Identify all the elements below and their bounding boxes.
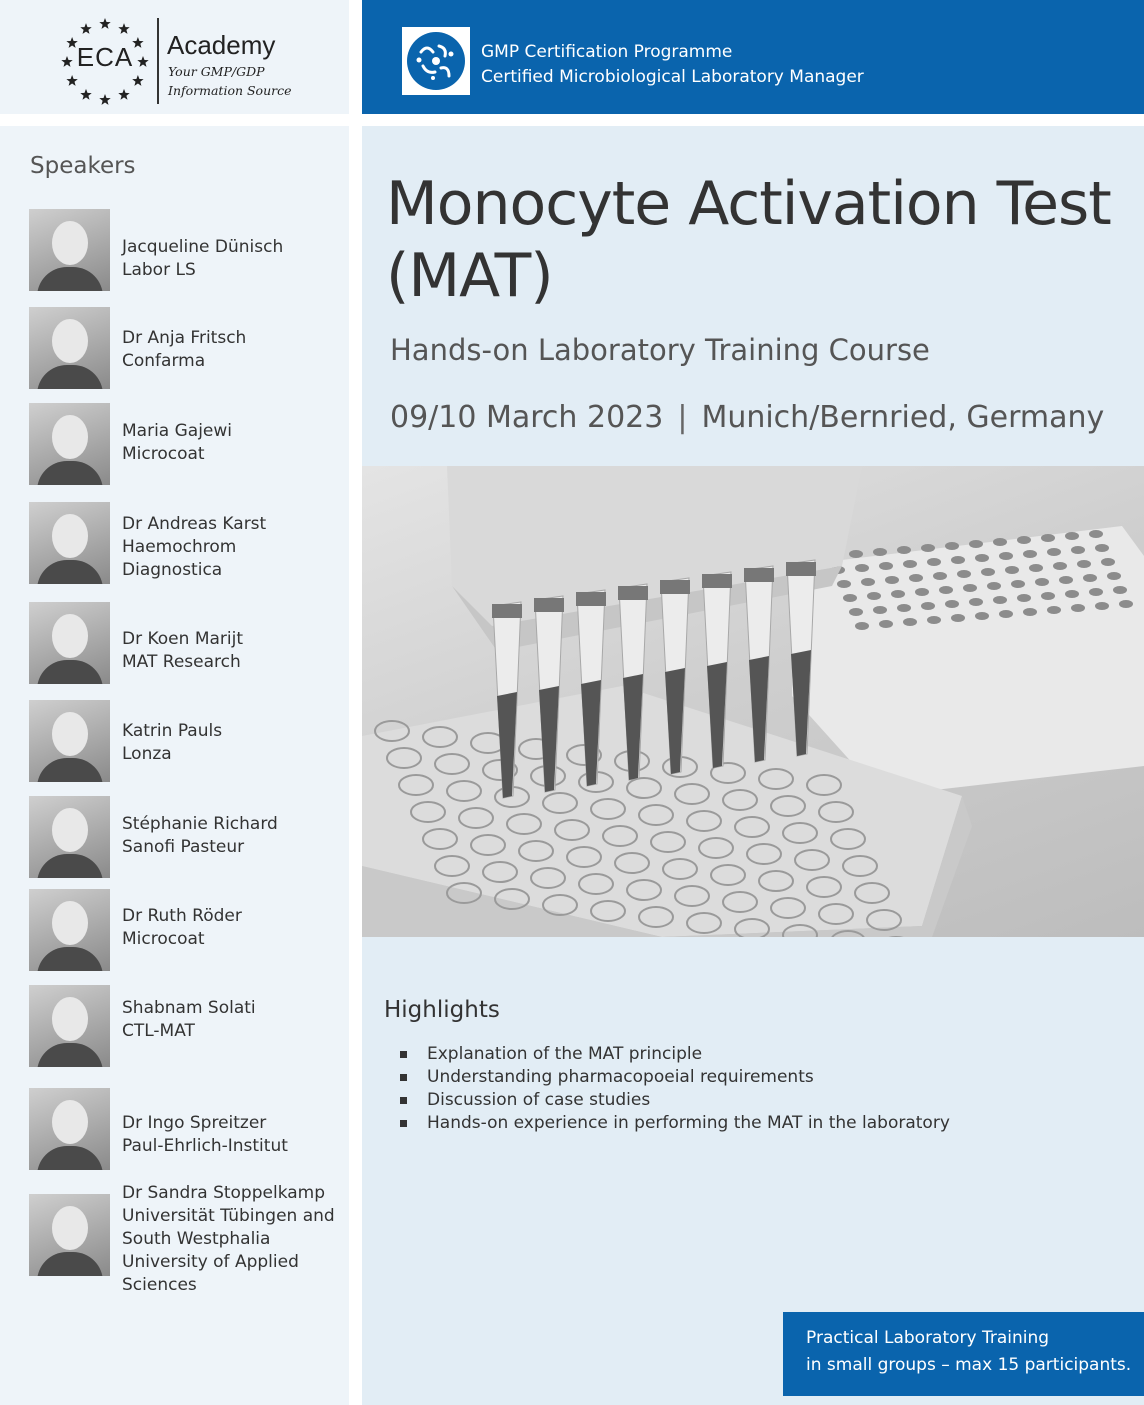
event-location: Munich/Bernried, Germany	[701, 400, 1105, 435]
eca-logo	[0, 0, 349, 114]
speaker-organisation: Universität Tübingen and South Westphalia University of Applied Sciences	[122, 1206, 335, 1295]
speaker-name: Dr Ingo Spreitzer	[122, 1113, 267, 1133]
speaker-organisation: Haemochrom Diagnostica	[122, 537, 237, 580]
speaker-text	[122, 420, 347, 466]
speaker-photo	[29, 307, 110, 389]
speaker-text	[122, 997, 347, 1043]
speaker-name: Katrin Pauls	[122, 721, 223, 741]
event-title: Monocyte Activation Test (MAT)	[386, 169, 1111, 311]
speaker-photo	[29, 403, 110, 485]
speaker-name: Dr Anja Fritsch	[122, 328, 247, 348]
logo-tagline	[168, 62, 292, 100]
bullet-icon	[400, 1097, 407, 1104]
bullet-icon	[400, 1051, 407, 1058]
speaker-name: Dr Sandra Stoppelkamp	[122, 1183, 326, 1203]
speaker-name: Jacqueline Dünisch	[122, 237, 284, 257]
speakers-heading: Speakers	[30, 153, 136, 179]
list-item	[400, 1066, 950, 1089]
event-date-location	[390, 400, 1104, 435]
logo-divider	[157, 18, 159, 104]
highlights-heading: Highlights	[384, 997, 500, 1023]
highlight-text: Hands-on experience in performing the MAT in the laboratory	[427, 1113, 950, 1133]
list-item	[400, 1112, 950, 1135]
speaker-photo	[29, 1194, 110, 1276]
tagline-line-1: Your GMP/GDP	[168, 64, 265, 79]
speaker-organisation: Lonza	[122, 744, 172, 764]
event-date: 09/10 March 2023	[390, 400, 664, 435]
list-item	[400, 1043, 950, 1066]
speaker-photo	[29, 796, 110, 878]
speaker-organisation: Microcoat	[122, 444, 205, 464]
bullet-icon	[400, 1120, 407, 1127]
speaker-text	[122, 327, 347, 373]
speaker-organisation: Paul-Ehrlich-Institut	[122, 1136, 288, 1156]
speaker-organisation: MAT Research	[122, 652, 241, 672]
speaker-organisation: Sanofi Pasteur	[122, 837, 245, 857]
speaker-name: Stéphanie Richard	[122, 814, 278, 834]
date-separator: |	[677, 400, 688, 435]
speaker-text	[122, 813, 347, 859]
speaker-name: Dr Andreas Karst	[122, 514, 267, 534]
speaker-photo	[29, 209, 110, 291]
speaker-photo	[29, 985, 110, 1067]
list-item	[400, 1089, 950, 1112]
speaker-organisation: Confarma	[122, 351, 206, 371]
highlight-text: Explanation of the MAT principle	[427, 1044, 703, 1064]
academy-wordmark: Academy	[167, 30, 276, 60]
speaker-photo	[29, 502, 110, 584]
speaker-name: Maria Gajewi	[122, 421, 233, 441]
tagline-line-2: Information Source	[168, 83, 292, 98]
highlights-list	[400, 1043, 950, 1135]
highlight-text: Understanding pharmacopoeial requirements	[427, 1067, 814, 1087]
speaker-text	[122, 513, 347, 582]
speaker-text	[122, 628, 347, 674]
bullet-icon	[400, 1074, 407, 1081]
speaker-name: Dr Koen Marijt	[122, 629, 244, 649]
speaker-photo	[29, 889, 110, 971]
badge-line-2: in small groups – max 15 participants.	[806, 1355, 1132, 1375]
lab-pipette-photo	[362, 466, 1144, 937]
speaker-text	[122, 1182, 347, 1297]
speaker-text	[122, 720, 347, 766]
speaker-organisation: Labor LS	[122, 260, 196, 280]
speaker-name: Dr Ruth Röder	[122, 906, 242, 926]
header-bar	[362, 0, 1144, 114]
speaker-photo	[29, 700, 110, 782]
programme-title: GMP Certification Programme	[481, 42, 733, 62]
badge-line-1: Practical Laboratory Training	[806, 1328, 1050, 1348]
speaker-text	[122, 236, 347, 282]
speaker-text	[122, 905, 347, 951]
eca-logo-text: ECA	[76, 42, 134, 72]
speaker-photo	[29, 602, 110, 684]
speaker-photo	[29, 1088, 110, 1170]
microbiology-icon	[402, 27, 470, 95]
event-subtitle: Hands-on Laboratory Training Course	[390, 333, 930, 367]
speaker-name: Shabnam Solati	[122, 998, 256, 1018]
speaker-text	[122, 1112, 347, 1158]
speaker-organisation: Microcoat	[122, 929, 205, 949]
training-badge	[783, 1312, 1144, 1396]
highlight-text: Discussion of case studies	[427, 1090, 651, 1110]
speaker-organisation: CTL-MAT	[122, 1021, 195, 1041]
certificate-title: Certified Microbiological Laboratory Manager	[481, 67, 864, 87]
